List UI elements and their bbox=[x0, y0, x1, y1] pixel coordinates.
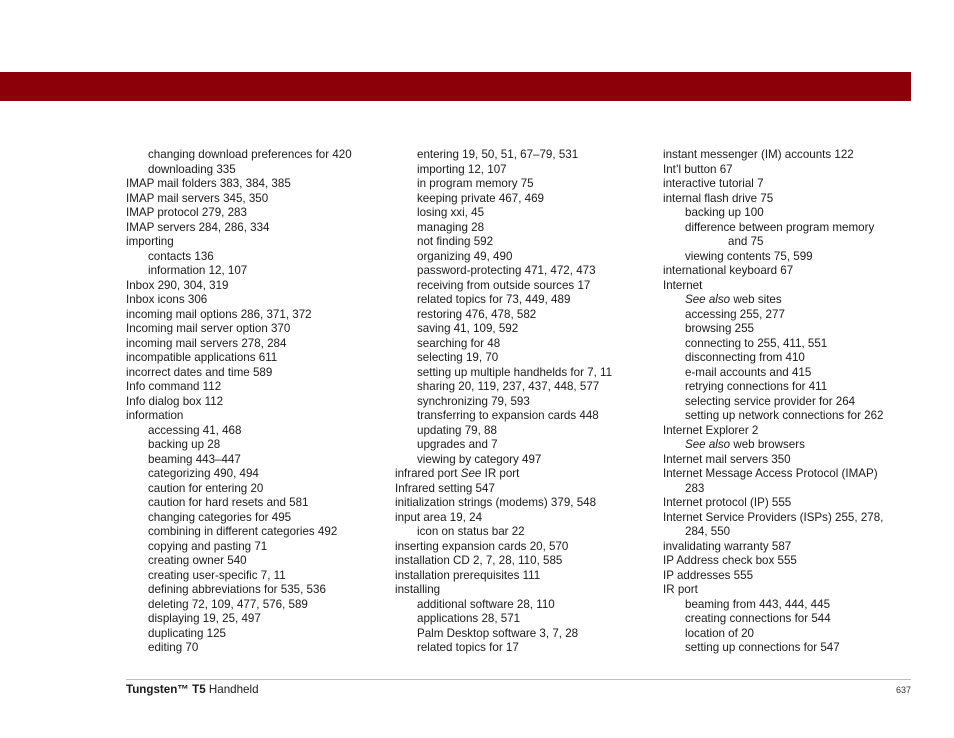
index-entry: IR port bbox=[663, 583, 698, 596]
header-band bbox=[0, 72, 911, 101]
footer-brand: Tungsten™ T5 bbox=[126, 683, 206, 696]
index-entry: caution for hard resets and 581 bbox=[148, 496, 309, 509]
index-entry: Internet Message Access Protocol (IMAP) bbox=[663, 467, 878, 480]
index-entry: initialization strings (modems) 379, 548 bbox=[395, 496, 597, 509]
index-entry: updating 79, 88 bbox=[417, 423, 497, 437]
cross-reference: See bbox=[460, 467, 482, 480]
index-entry: setting up network connections for 262 bbox=[685, 409, 884, 422]
index-entry: installation CD 2, 7, 28, 110, 585 bbox=[395, 554, 563, 567]
index-entry: receiving from outside sources 17 bbox=[417, 278, 591, 292]
index-entry: creating connections for 544 bbox=[685, 612, 831, 625]
index-entry: synchronizing 79, 593 bbox=[417, 394, 530, 408]
page-number: 637 bbox=[895, 685, 911, 695]
index-entry: selecting service provider for 264 bbox=[685, 394, 856, 408]
index-entry: importing 12, 107 bbox=[417, 162, 507, 176]
index-entry: losing xxi, 45 bbox=[417, 206, 485, 219]
index-entry: changing download preferences for 420 bbox=[148, 148, 352, 161]
index-entry: infrared port See IR port bbox=[395, 467, 520, 480]
index-entry: defining abbreviations for 535, 536 bbox=[148, 583, 326, 596]
index-entry: inserting expansion cards 20, 570 bbox=[395, 539, 569, 553]
index-entry: selecting 19, 70 bbox=[417, 351, 499, 364]
index-entry: duplicating 125 bbox=[148, 626, 226, 640]
index-entry: applications 28, 571 bbox=[417, 612, 521, 625]
index-entry: transferring to expansion cards 448 bbox=[417, 409, 599, 422]
index-entry: entering 19, 50, 51, 67–79, 531 bbox=[417, 148, 579, 161]
index-entry: Int’l button 67 bbox=[663, 162, 733, 176]
index-entry: Internet Service Providers (ISPs) 255, 278, bbox=[663, 510, 884, 524]
index-entry: and 75 bbox=[728, 235, 764, 248]
index-entry: incoming mail options 286, 371, 372 bbox=[126, 307, 312, 321]
index-entry: creating owner 540 bbox=[148, 554, 247, 567]
index-entry: creating user-specific 7, 11 bbox=[148, 568, 286, 582]
index-entry: saving 41, 109, 592 bbox=[417, 322, 519, 335]
index-entry: internal flash drive 75 bbox=[663, 191, 774, 205]
index-entry: input area 19, 24 bbox=[395, 510, 483, 524]
index-entry: Info command 112 bbox=[126, 380, 222, 393]
index-entry: incorrect dates and time 589 bbox=[126, 365, 273, 379]
index-entry: installing bbox=[395, 583, 441, 596]
index-entry: upgrades and 7 bbox=[417, 438, 498, 451]
index-entry: connecting to 255, 411, 551 bbox=[685, 336, 828, 350]
index-entry: location of 20 bbox=[685, 626, 754, 640]
index-entry: changing categories for 495 bbox=[148, 510, 292, 524]
index-entry: IP Address check box 555 bbox=[663, 554, 797, 567]
index-entry: invalidating warranty 587 bbox=[663, 539, 792, 553]
index-entry: combining in different categories 492 bbox=[148, 525, 338, 538]
index-entry: restoring 476, 478, 582 bbox=[417, 307, 537, 321]
index-entry: difference between program memory bbox=[685, 220, 875, 234]
index-entry: keeping private 467, 469 bbox=[417, 191, 544, 205]
index-entry: IMAP mail folders 383, 384, 385 bbox=[126, 177, 291, 190]
index-entry: icon on status bar 22 bbox=[417, 525, 525, 538]
index-entry: Infrared setting 547 bbox=[395, 481, 495, 495]
footer-rule bbox=[126, 679, 911, 680]
index-entry: managing 28 bbox=[417, 220, 485, 234]
index-entry: installation prerequisites 111 bbox=[395, 568, 541, 582]
index-entry: IP addresses 555 bbox=[663, 568, 754, 582]
index-entry: copying and pasting 71 bbox=[148, 539, 268, 553]
index-entry: setting up multiple handhelds for 7, 11 bbox=[417, 365, 613, 379]
index-entry: See also web browsers bbox=[685, 438, 805, 451]
index-entry: IMAP mail servers 345, 350 bbox=[126, 191, 269, 205]
index-entry: related topics for 73, 449, 489 bbox=[417, 293, 571, 306]
index-entry: Incoming mail server option 370 bbox=[126, 322, 291, 335]
index-entry: information 12, 107 bbox=[148, 264, 248, 277]
index-entry: incompatible applications 611 bbox=[126, 351, 278, 364]
index-entry: IMAP servers 284, 286, 334 bbox=[126, 220, 270, 234]
index-entry: e-mail accounts and 415 bbox=[685, 365, 812, 379]
index-entry: beaming 443–447 bbox=[148, 452, 241, 466]
index-entry: deleting 72, 109, 477, 576, 589 bbox=[148, 597, 308, 611]
index-entry: Internet protocol (IP) 555 bbox=[663, 496, 792, 509]
cross-reference: See also bbox=[685, 293, 731, 306]
index-entry: international keyboard 67 bbox=[663, 264, 794, 277]
index-entry: Internet Explorer 2 bbox=[663, 423, 759, 437]
index-entry: Palm Desktop software 3, 7, 28 bbox=[417, 626, 579, 640]
index-entry: viewing contents 75, 599 bbox=[685, 249, 813, 263]
index-entry: displaying 19, 25, 497 bbox=[148, 612, 261, 625]
index-entry: organizing 49, 490 bbox=[417, 249, 513, 263]
index-entry: setting up connections for 547 bbox=[685, 641, 840, 654]
index-entry: browsing 255 bbox=[685, 322, 754, 335]
index-column-2 bbox=[395, 148, 657, 656]
index-entry: downloading 335 bbox=[148, 162, 236, 176]
index-entry: disconnecting from 410 bbox=[685, 351, 805, 364]
index-column-3 bbox=[663, 148, 925, 656]
index-entry: sharing 20, 119, 237, 437, 448, 577 bbox=[417, 380, 600, 393]
index-entry: categorizing 490, 494 bbox=[148, 467, 259, 480]
index-entry: backing up 100 bbox=[685, 206, 764, 219]
index-entry: Inbox 290, 304, 319 bbox=[126, 278, 229, 292]
index-entry: See also web sites bbox=[685, 293, 782, 306]
footer-title bbox=[126, 683, 259, 696]
index-entry: retrying connections for 411 bbox=[685, 380, 828, 393]
index-entry: Info dialog box 112 bbox=[126, 394, 224, 408]
index-entry: password-protecting 471, 472, 473 bbox=[417, 264, 596, 277]
index-entry: editing 70 bbox=[148, 641, 199, 654]
index-entry: in program memory 75 bbox=[417, 177, 534, 190]
index-entry: related topics for 17 bbox=[417, 641, 519, 654]
index-entry: accessing 41, 468 bbox=[148, 423, 242, 437]
index-column-1 bbox=[126, 148, 388, 656]
index-entry: interactive tutorial 7 bbox=[663, 177, 764, 190]
index-entry: accessing 255, 277 bbox=[685, 307, 785, 321]
index-entry: information bbox=[126, 409, 184, 422]
index-entry: beaming from 443, 444, 445 bbox=[685, 597, 831, 611]
index-entry: viewing by category 497 bbox=[417, 452, 542, 466]
index-entry: IMAP protocol 279, 283 bbox=[126, 206, 247, 219]
cross-reference: See also bbox=[685, 438, 731, 451]
index-entry: Inbox icons 306 bbox=[126, 293, 208, 306]
index-entry: caution for entering 20 bbox=[148, 481, 264, 495]
index-entry: incoming mail servers 278, 284 bbox=[126, 336, 287, 350]
index-entry: Internet mail servers 350 bbox=[663, 452, 791, 466]
index-entry: backing up 28 bbox=[148, 438, 221, 451]
index-entry: instant messenger (IM) accounts 122 bbox=[663, 148, 854, 161]
index-entry: importing bbox=[126, 235, 174, 248]
index-entry: additional software 28, 110 bbox=[417, 597, 555, 611]
footer-product: Handheld bbox=[205, 683, 259, 696]
index-entry: 283 bbox=[685, 481, 705, 495]
index-entry: searching for 48 bbox=[417, 336, 501, 350]
index-entry: 284, 550 bbox=[685, 525, 731, 538]
index-entry: Internet bbox=[663, 278, 703, 292]
index-entry: contacts 136 bbox=[148, 249, 214, 263]
index-entry: not finding 592 bbox=[417, 235, 494, 248]
